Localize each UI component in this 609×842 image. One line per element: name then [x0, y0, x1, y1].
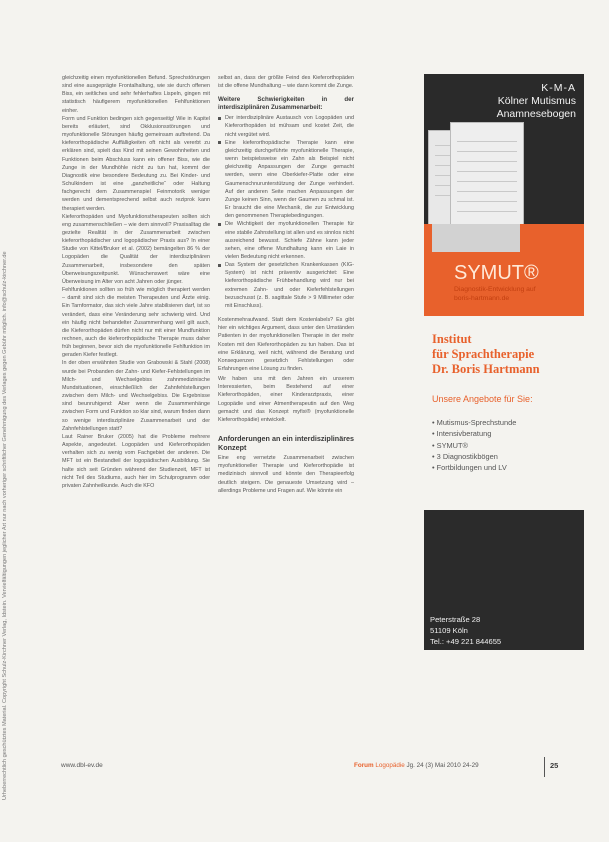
booklet-image: [432, 224, 520, 252]
text-column-left: [62, 74, 210, 490]
footer-url: www.dbl-ev.de: [61, 762, 103, 769]
paragraph: Laut Rainer Bruker (2005) hat die Probleme mehrere Aspekte, angedeutet. Logopäden und Kieferorthopäden verhalten sich zu wenig vom Fachgebiet der anderen. Die MFT ist ein Bestandteil der logopädischen Ausbildung. Sie halte sich seit Gründen während der Studienzeit, MFT ist nicht Teil des Studiums, auch hier im Schulprogramm oder privaten Zahnheilkunde. Auch die KFO: [62, 433, 210, 489]
section-heading: Weitere Schwierigkeiten in der interdisziplinären Zusammenarbeit:: [218, 96, 354, 112]
list-item: • Fortbildungen und LV: [432, 462, 516, 473]
paragraph: selbst an, dass der größte Feind des Kieferorthopäden ist die offene Mundhaltung – wie dann kommt die Zunge.: [218, 75, 354, 90]
contact-block: [424, 510, 584, 650]
contact-details: Peterstraße 28 51109 Köln Tel.: +49 221 844655: [430, 615, 502, 647]
magazine-name: Forum: [354, 762, 374, 769]
symut-title: SYMUT®: [454, 262, 539, 284]
paragraph: Fehlfunktionen sollten so früh wie möglich therapiert werden – damit sind sich die meisten Therapeuten und Ärzte einig. Ein Tarnformator, das sich viele Jahre stabilisieren darf, ist so verändert, dass eine Veränderung sehr schwierig wird. Und ein häufig nicht behandelter Zusammenhang weil gilt auch, die Kieferorthopäden dürfen nicht nur mit einer Mundfunktion rechnen, auch die kieferorthopädische Therapie muss daher früh beginnen, bevor sich die myofunktionelle Fehlfunktion im geraden Kiefer festlegt.: [62, 287, 210, 359]
list-item: • 3 Diagnostikbögen: [432, 451, 516, 462]
copyright-notice: Urheberrechtlich geschütztes Material. Copyright Schulz-Kirchner Verlag, Idstein. Vervielfältigungen jeglicher Art nur nach vorheriger schriftlicher Genehmigung des Verlages gegen Gebühr möglich. info@schulz-kirchner.de: [2, 251, 8, 800]
bullet-list: [218, 114, 354, 310]
list-item: Der interdisziplinäre Austausch von Logopäden und Kieferorthopäden ist mühsam und kostet Zeit, die nicht vergütet wird.: [225, 115, 354, 138]
issue-info: Jg. 24 (3) Mai 2010 24-29: [406, 762, 479, 769]
list-item: Eine kieferorthopädische Therapie kann eine gleichzeitig durchgeführte myofunktionelle Therapie, wenn beispielsweise ein Zahn als Beispiel nicht gleichzeitig Anpassungen der Zunge gemacht werden, wenn eine Oberkiefer-Platte oder eine Gaumenschnurunterstützung der Zunge verhindert. Auf der anderen Seite machen Anpassungen der Zunge keinen Sinn, wenn der Gaumen zu schmal ist. Er braucht die eine Mechanik, die zur Entwicklung den genommenen Therapiebedingungen.: [225, 139, 354, 220]
advertisement: [424, 74, 584, 728]
list-item: • Intensivberatung: [432, 428, 516, 439]
list-item: • Mutismus-Sprechstunde: [432, 417, 516, 428]
footer-magazine: [354, 762, 479, 769]
paragraph: Eine eng vernetzte Zusammenarbeit zwischen myofunktioneller Therapie und Kieferorthopädie ist medizinisch sinnvoll und könnte den Therapieerfolg deutlich steigern. Die genaueste Umsetzung wird – allerdings Probleme und Fragen auf. Wie könnte ein: [218, 455, 354, 494]
divider: [544, 757, 545, 777]
paragraph: Form und Funktion bedingen sich gegenseitig! Wie in Kapitel bereits erläutert, sind Okklusionsstörungen und myofunktionelle Störungen häufig gemeinsam auftretend. Da kieferorthopädische Auffälligkeiten oft nicht als vererbt zu erklären sind, spielt das Kind mit seinen Gewohnheiten und Funktionen beim Abschluss kann ein offener Biss, wie die Zunge in der Mundhöhle nicht zu tun hat, kommt der Diagnostik eine besondere Bedeutung zu. Bei Kinder- und Schulkindern ist eine „ganzheitliche“ oder Haltung fachgerecht dem Zusammenspiel Feinmotorik weniger werden und dementsprechend selbst auch reziprok kann therapiert werden.: [62, 115, 210, 212]
symut-subtitle: Diagnostik-Entwicklung auf boris-hartmann.de: [454, 286, 536, 302]
offers-list: [432, 417, 516, 473]
paragraph: In der oben erwähnten Studie von Grabowski & Stahl (2008) wurde bei Probanden der Zahn- und Kiefer-Fehlstellungen im Milch- und Wechselgebiss zahnmedizinische Mundsituationen, einschließlich der Zahnfehlstellungen zwischen dem Milch- und Wechselgebiss. Die Ergebnisse sind beunruhigend: Aber wenn die Zusammenhänge zwischen Form und Funktion so klar sind, warum finden dann so wenige interdisziplinäre Zusammenarbeit und der Zahnfehlstellungen statt?: [62, 360, 210, 432]
paragraph: Wir haben uns mit den Jahren ein unserem Interessierten, beim Bestehend auf einer Kieferorthopäden, einer Kinderarztpraxis, einer Logopädie und einer Atmentherapeutin auf den Weg gemacht und das Konzept myfixi® (myofunktionelle Kieferorthopädie) entwickelt.: [218, 376, 354, 423]
paragraph: gleichzeitig einen myofunktionellen Befund. Sprechstörungen sind eine ausgeprägte Frontalhaltung, wie sie durch offenen Biss, ein seitliches und sehr fehlerhaftes Lispeln, gingen mit statistisch häufigerem myofunktionellen Fehlfunktionen einher.: [62, 75, 210, 114]
institute-name: Institut für Sprachtherapie Dr. Boris Hartmann: [432, 332, 540, 376]
list-item: Das System der gesetzlichen Krankenkassen (KIG-System) ist nicht präventiv ausgerichtet: Eine kieferorthopädische Frühbehandlung wird nur bei extremen Zahn- und oder Kieferfehlstellungen bezuschusst (z. B. sagittale Stufe > 9 Millimeter oder mit Einschluss).: [225, 262, 354, 309]
section-heading: Anforderungen an ein interdisziplinäres Konzept: [218, 434, 354, 453]
kma-title: K-M-A Kölner Mutismus Anamnesebogen: [496, 82, 576, 120]
offers-heading: Unsere Angebote für Sie:: [432, 394, 533, 404]
symut-banner: [424, 224, 584, 316]
text-column-middle: [218, 74, 354, 495]
page-number: 25: [550, 761, 559, 770]
paragraph: Kieferorthopäden und Myofunktionstherapeuten sollten sich eng zusammenschließen – wie dem sinnvoll? Praxisalltag die gezielte Realität in der Zusammenarbeit zwischen kieferorthopädischer und logopädischer Praxis aus? In einer Studie von Kittel/Bruker et al. (2002) bemängelten 86 % der Logopäden die Qualität der interdisziplinären Zusammenarbeit, insbesondere den späten Überweisungszeitpunkt. Wünschenswert wäre eine Überweisung im Alter von acht Jahren oder jünger.: [62, 213, 210, 285]
paragraph: Kostenmehraufwand. Statt dem Kostenlabels? Es gibt hier ein wichtiges Argument, dass unter den Umständen Patienten in der myofunktionellen Therapie in der mehr Kosten mit den Kieferorthopäden zu tun haben. Das ist eine Erklärung, weil nicht, während die Beratung und Konsequenzen gesetzlich Fehlstellungen oder Erfahrungen eine Lösung zu finden.: [218, 317, 354, 372]
magazine-subname: Logopädie: [375, 762, 405, 769]
list-item: Die Wichtigkeit der myofunktionellen Therapie für eine stabile Zahnstellung ist allen und es sinnlos nicht ausreichend bewusst. Schiefe Zähne kann jeder sehen, eine offene Mundhaltung kann ein Laie in vielen Bedeutung nicht erkennen.: [225, 221, 354, 260]
list-item: • SYMUT®: [432, 440, 516, 451]
